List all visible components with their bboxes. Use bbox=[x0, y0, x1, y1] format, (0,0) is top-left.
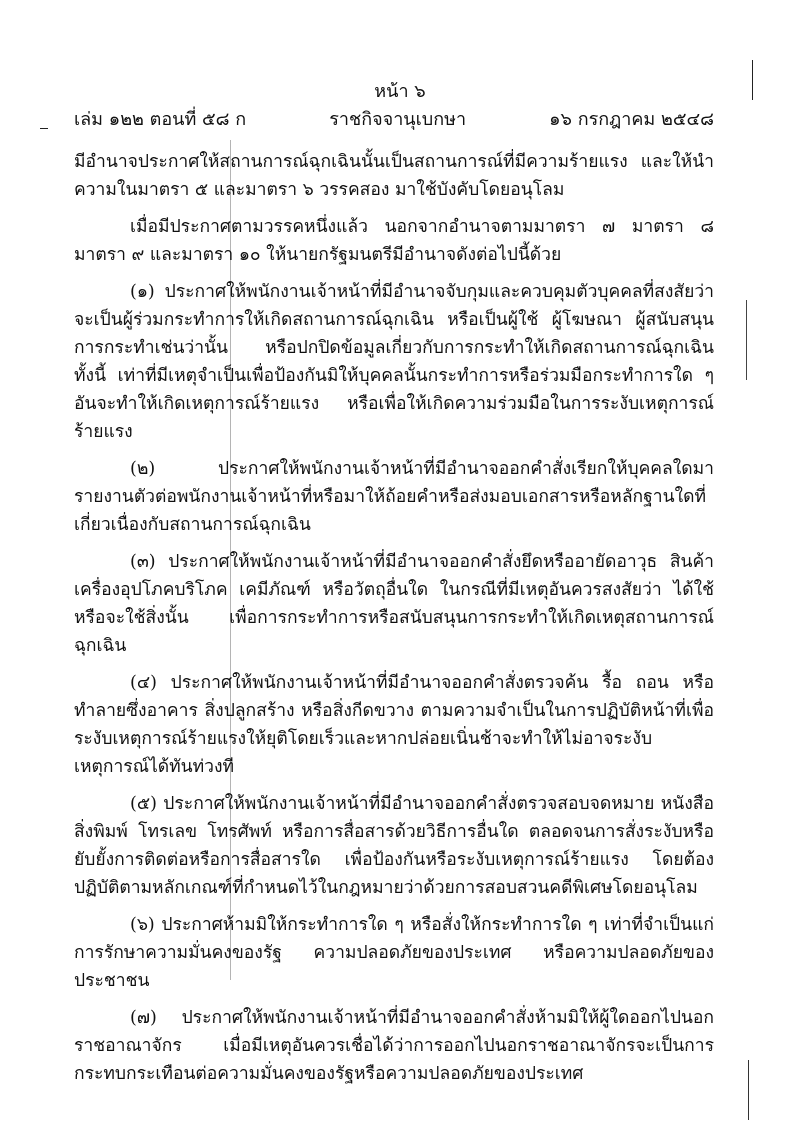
list-item: (๑) ประกาศให้พนักงานเจ้าหน้าที่มีอำนาจจับกุมและควบคุมตัวบุคคลที่สงสัยว่าจะเป็นผู้ร่วมกระทำการให้เกิดสถานการณ์ฉุกเฉิน หรือเป็นผู้ใช้ ผู้โฆษณา ผู้สนับสนุนการกระทำเช่นว่านั้น หรือปกปิดข้อมูลเกี่ยวกับการกระทำให้เกิดสถานการณ์ฉุกเฉิน ทั้งนี้ เท่าที่มีเหตุจำเป็นเพื่อป้องกันมิให้บุคคลนั้นกระทำการหรือร่วมมือกระทำการใด ๆ อันจะทำให้เกิดเหตุการณ์ร้ายแรง หรือเพื่อให้เกิดความร่วมมือในการระงับเหตุการณ์ร้ายแรง bbox=[74, 282, 714, 442]
scan-mark bbox=[746, 300, 747, 380]
page-number: หน้า ๖ bbox=[374, 81, 426, 102]
paragraph: เมื่อมีประกาศตามวรรคหนึ่งแล้ว นอกจากอำนาจตามมาตรา ๗ มาตรา ๘ มาตรา ๙ และมาตรา ๑๐ ให้นายกรัฐมนตรีมีอำนาจดังต่อไปนี้ด้วย bbox=[74, 217, 714, 265]
list-item: (๖) ประกาศห้ามมิให้กระทำการใด ๆ หรือสั่งให้กระทำการใด ๆ เท่าที่จำเป็นแก่การรักษาความมั่นคงของรัฐ ความปลอดภัยของประเทศ หรือความปลอดภัยของประชาชน bbox=[74, 915, 714, 991]
document-body bbox=[74, 148, 714, 1097]
list-item: (๗) ประกาศให้พนักงานเจ้าหน้าที่มีอำนาจออกคำสั่งห้ามมิให้ผู้ใดออกไปนอกราชอาณาจักร เมื่อมีเหตุอันควรเชื่อได้ว่าการออกไปนอกราชอาณาจักรจะเป็นการกระทบกระเทือนต่อความมั่นคงของรัฐหรือความปลอดภัยของประเทศ bbox=[74, 1008, 714, 1084]
publication-name: ราชกิจจานุเบกษา bbox=[329, 109, 467, 130]
list-item: (๒) ประกาศให้พนักงานเจ้าหน้าที่มีอำนาจออกคำสั่งเรียกให้บุคคลใดมารายงานตัวต่อพนักงานเจ้าหน้าที่หรือมาให้ถ้อยคำหรือส่งมอบเอกสารหรือหลักฐานใดที่เกี่ยวเนื่องกับสถานการณ์ฉุกเฉิน bbox=[74, 459, 714, 535]
scan-mark bbox=[40, 128, 48, 129]
list-item: (๓) ประกาศให้พนักงานเจ้าหน้าที่มีอำนาจออกคำสั่งยึดหรืออายัดอาวุธ สินค้า เครื่องอุปโภคบริโภค เคมีภัณฑ์ หรือวัตถุอื่นใด ในกรณีที่มีเหตุอันควรสงสัยว่า ได้ใช้หรือจะใช้สิ่งนั้น เพื่อการกระทำการหรือสนับสนุนการกระทำให้เกิดเหตุสถานการณ์ฉุกเฉิน bbox=[74, 552, 714, 656]
paragraph: มีอำนาจประกาศให้สถานการณ์ฉุกเฉินนั้นเป็นสถานการณ์ที่มีความร้ายแรง และให้นำความในมาตรา ๕ และมาตรา ๖ วรรคสอง มาใช้บังคับโดยอนุโลม bbox=[74, 152, 714, 200]
gazette-header bbox=[74, 104, 714, 133]
list-item: (๔) ประกาศให้พนักงานเจ้าหน้าที่มีอำนาจออกคำสั่งตรวจค้น รื้อ ถอน หรือทำลายซึ่งอาคาร สิ่งปลูกสร้าง หรือสิ่งกีดขวาง ตามความจำเป็นในการปฏิบัติหน้าที่เพื่อระงับเหตุการณ์ร้ายแรงให้ยุติโดยเร็วและหากปล่อยเนิ่นช้าจะทำให้ไม่อาจระงับเหตุการณ์ได้ทันท่วงที bbox=[74, 673, 714, 777]
publication-date: ๑๖ กรกฎาคม ๒๕๔๘ bbox=[549, 109, 714, 130]
list-item: (๕) ประกาศให้พนักงานเจ้าหน้าที่มีอำนาจออกคำสั่งตรวจสอบจดหมาย หนังสือ สิ่งพิมพ์ โทรเลข โทรศัพท์ หรือการสื่อสารด้วยวิธีการอื่นใด ตลอดจนการสั่งระงับหรือยับยั้งการติดต่อหรือการสื่อสารใด เพื่อป้องกันหรือระงับเหตุการณ์ร้ายแรง โดยต้องปฏิบัติตามหลักเกณฑ์ที่กำหนดไว้ในกฎหมายว่าด้วยการสอบสวนคดีพิเศษโดยอนุโลม bbox=[74, 794, 714, 898]
volume-issue: เล่ม ๑๒๒ ตอนที่ ๕๘ ก bbox=[74, 109, 247, 130]
scan-mark bbox=[748, 1060, 749, 1120]
